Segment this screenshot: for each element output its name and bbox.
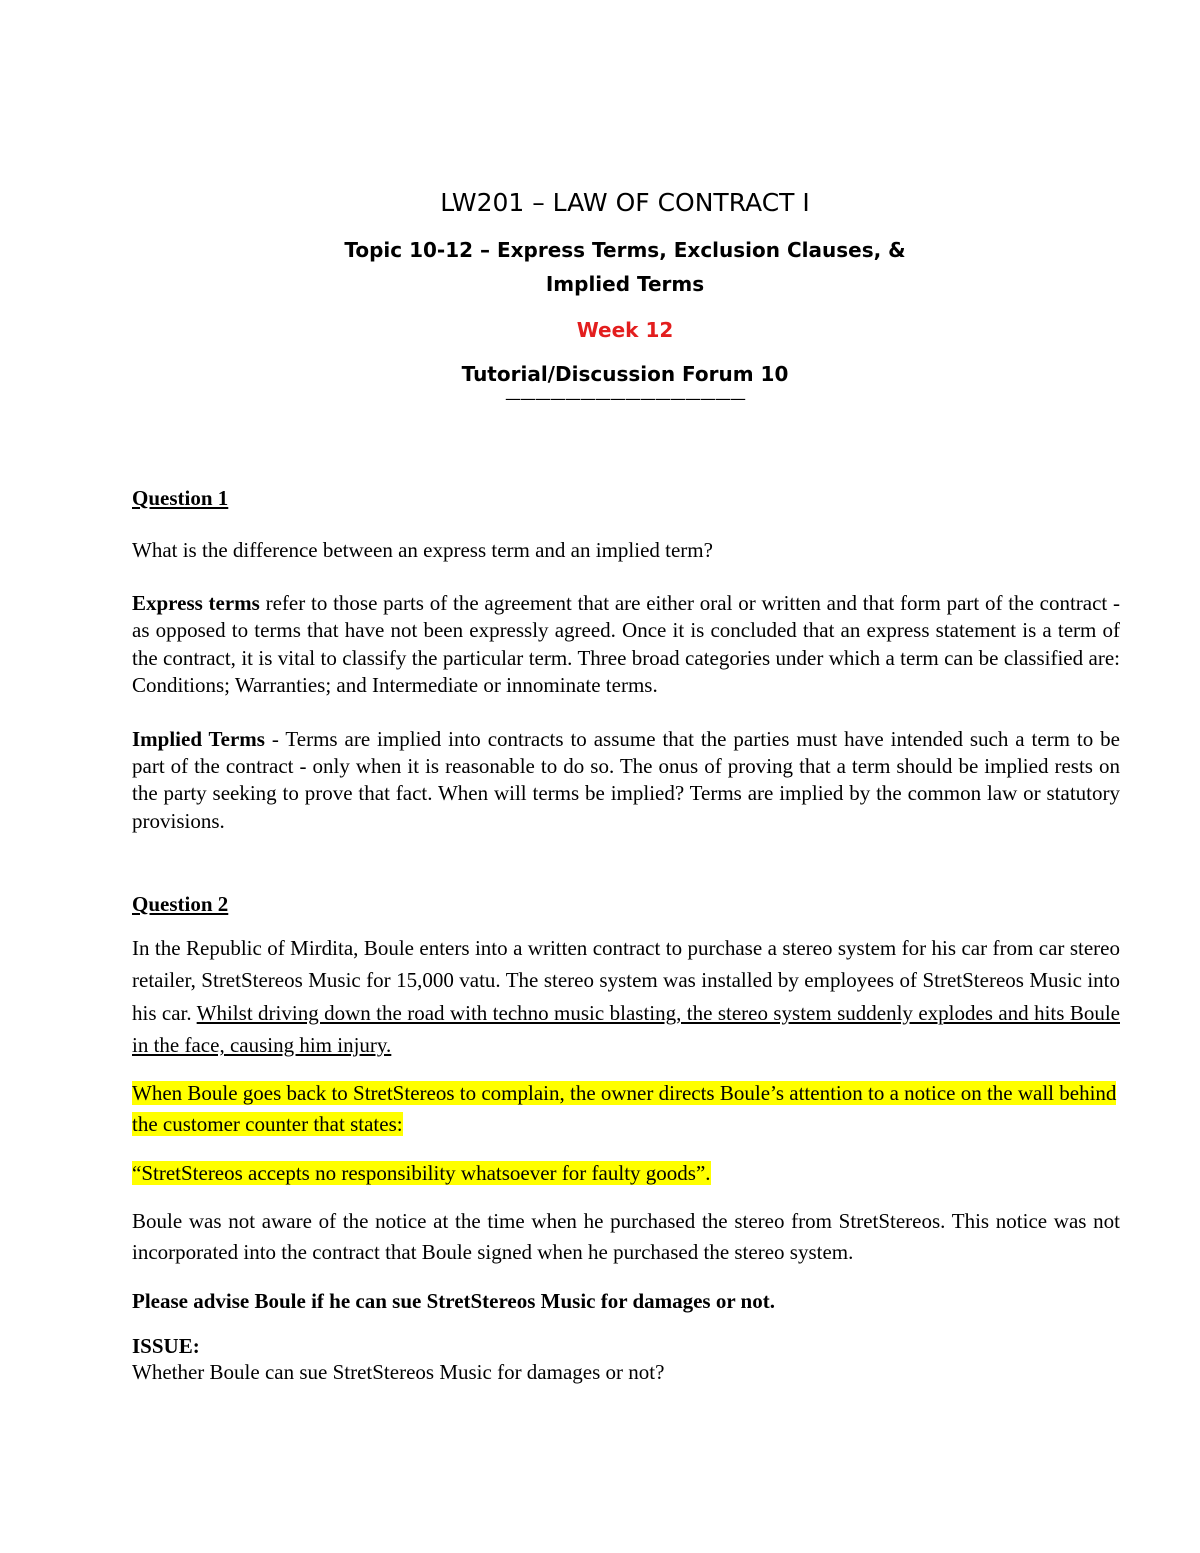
document-header <box>0 185 1200 409</box>
question-1-section <box>132 485 1120 835</box>
question-1-prompt: What is the difference between an express term and an implied term? <box>132 538 713 562</box>
implied-terms-text: - Terms are implied into contracts to assume that the parties must have intended such a term to be part of the contract - only when it is reasonable to do so. The onus of proving that a term should be implied rests on the party seeking to prove that fact. When will terms be implied? Terms are implied by the common law or statutory provisions. <box>132 726 1121 833</box>
implied-terms-label: Implied Terms <box>132 726 265 751</box>
implied-terms-paragraph <box>132 726 1120 836</box>
question-2-heading: Question 2 <box>132 892 229 916</box>
header-rule: ———————————————— <box>505 389 745 408</box>
express-terms-text: refer to those parts of the agreement that are either oral or written and that form part of the contract - as opposed to terms that have not been expressly agreed. Once it is concluded that an express statement is a term of the contract, it is vital to classify the particular term. Three broad categories under which a term can be classified are: Conditions; Warranties; and Intermediate or innominate terms. <box>132 591 1121 698</box>
facts-underlined-text: Whilst driving down the road with techno music blasting, the stereo system suddenly explodes and hits Boule in the face, causing him injury. <box>132 1000 1120 1057</box>
facts-paragraph <box>132 932 1120 1061</box>
topic-line-2: Implied Terms <box>545 272 705 296</box>
highlighted-notice-intro <box>132 1078 1120 1140</box>
facts-text: In the Republic of Mirdita, Boule enters into a written contract to purchase a stereo system for his car from car stereo retailer, StretStereos Music for 15,000 vatu. The stereo system was installed by employees of StretStereos Music into his car. <box>132 936 1120 1025</box>
question-1-heading: Question 1 <box>132 486 229 510</box>
document-title: LW201 – LAW OF CONTRACT I <box>440 188 810 217</box>
issue-label: ISSUE: <box>132 1334 200 1359</box>
notice-quote-highlight: “StretStereos accepts no responsibility whatsoever for faulty goods”. <box>132 1161 711 1186</box>
awareness-paragraph: Boule was not aware of the notice at the time when he purchased the stereo from StretStereos. This notice was not incorporated into the contract that Boule signed when he purchased the stereo system. <box>132 1209 1120 1265</box>
question-2-section <box>132 890 1120 1385</box>
express-terms-label: Express terms <box>132 591 260 615</box>
instruction-text: Please advise Boule if he can sue StretStereos Music for damages or not. <box>132 1289 775 1314</box>
topic-line-1: Topic 10-12 – Express Terms, Exclusion Clauses, & <box>344 238 906 262</box>
notice-intro-highlight: When Boule goes back to StretStereos to complain, the owner directs Boule’s attention to a notice on the wall behind the customer counter that states: <box>132 1081 1117 1137</box>
topic-title <box>0 233 1200 301</box>
week-label: Week 12 <box>576 318 674 342</box>
forum-label: Tutorial/Discussion Forum 10 <box>461 362 789 386</box>
express-terms-paragraph <box>132 590 1120 700</box>
highlighted-notice-quote <box>132 1159 1120 1187</box>
issue-text: Whether Boule can sue StretStereos Music for damages or not? <box>132 1360 665 1385</box>
